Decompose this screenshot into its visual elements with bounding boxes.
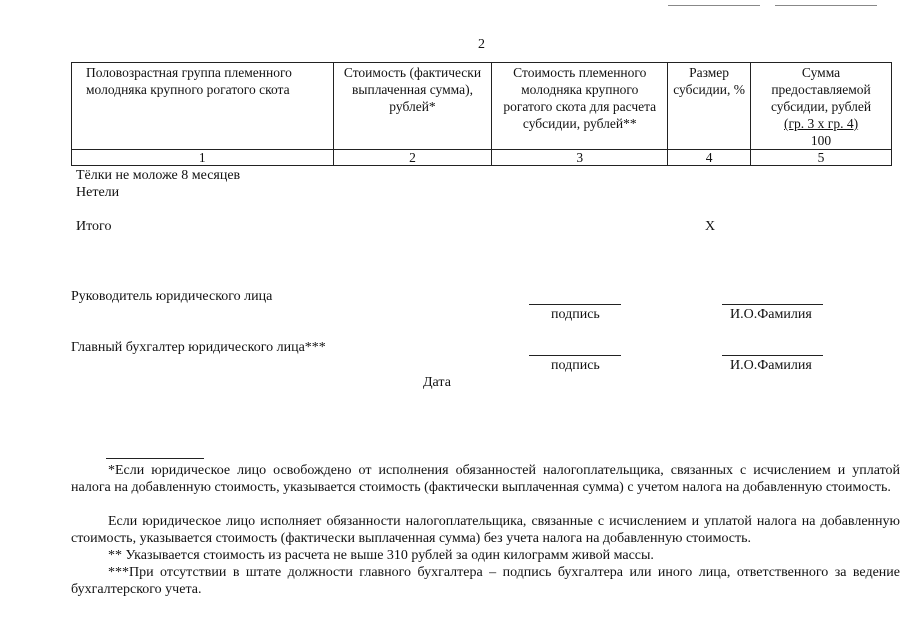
head-signature-label: Руководитель юридического лица: [71, 289, 273, 304]
row-heifers-calves: Тёлки не моложе 8 месяцев: [76, 168, 241, 183]
chief-accountant-name-line: [722, 355, 823, 356]
row-total-mark: Х: [705, 219, 716, 234]
footnote-2: ** Указывается стоимость из расчета не выше 310 рублей за один килограмм живой массы.: [108, 548, 654, 563]
column-number: 3: [492, 150, 668, 166]
chief-accountant-signature-caption: подпись: [551, 358, 600, 373]
row-heifers: Нетели: [76, 185, 120, 200]
row-total: Итого: [76, 219, 112, 234]
table-number-row: [72, 150, 892, 166]
header-subsidy-divisor: 100: [810, 133, 832, 148]
scan-mark-line: [668, 5, 760, 6]
footnote-3: ***При отсутствии в штате должности главного бухгалтера – подпись бухгалтера или иного лица, ответственного за ведение бухгалтерского учета.: [71, 565, 900, 597]
head-name-line: [722, 304, 823, 305]
header-subsidy-amount-title: Сумма предоставляемой субсидии, рублей: [770, 65, 872, 114]
footnote-1-continued: Если юридическое лицо исполняет обязанности налогоплательщика, связанные с исчислением и уплатой налога на добавленную стоимость, указывается стоимость (фактически выплаченная сумма) без учета налога на добавленную стоимость.: [71, 514, 900, 546]
head-name-caption: И.О.Фамилия: [730, 307, 812, 322]
column-number: 1: [72, 150, 334, 166]
column-number: 5: [751, 150, 892, 166]
page-number: 2: [478, 37, 485, 52]
head-signature-caption: подпись: [551, 307, 600, 322]
table-header-row: [72, 63, 892, 150]
header-subsidy-formula: (гр. 3 х гр. 4): [784, 116, 859, 131]
header-subsidy-rate: Размер субсидии, %: [668, 63, 751, 150]
column-number: 4: [668, 150, 751, 166]
header-age-group: Половозрастная группа племенного молодняка крупного рогатого скота: [72, 63, 334, 150]
column-number: 2: [333, 150, 492, 166]
chief-accountant-signature-line: [529, 355, 621, 356]
chief-accountant-signature-label: Главный бухгалтер юридического лица***: [71, 340, 326, 355]
subsidy-table: [71, 62, 892, 166]
footnote-separator: [106, 458, 204, 459]
head-signature-line: [529, 304, 621, 305]
footnote-1: *Если юридическое лицо освобождено от исполнения обязанностей налогоплательщика, связанных с исчислением и уплатой налога на добавленную стоимость, указывается стоимость (фактически выплаченная сумма) с учетом налога на добавленную стоимость.: [71, 463, 900, 495]
chief-accountant-name-caption: И.О.Фамилия: [730, 358, 812, 373]
scan-mark-line: [775, 5, 877, 6]
date-label: Дата: [423, 375, 451, 390]
header-calculation-cost: Стоимость племенного молодняка крупного рогатого скота для расчета субсидии, рублей**: [492, 63, 668, 150]
header-actual-cost: Стоимость (фактически выплаченная сумма), рублей*: [333, 63, 492, 150]
header-subsidy-amount: [751, 63, 892, 150]
